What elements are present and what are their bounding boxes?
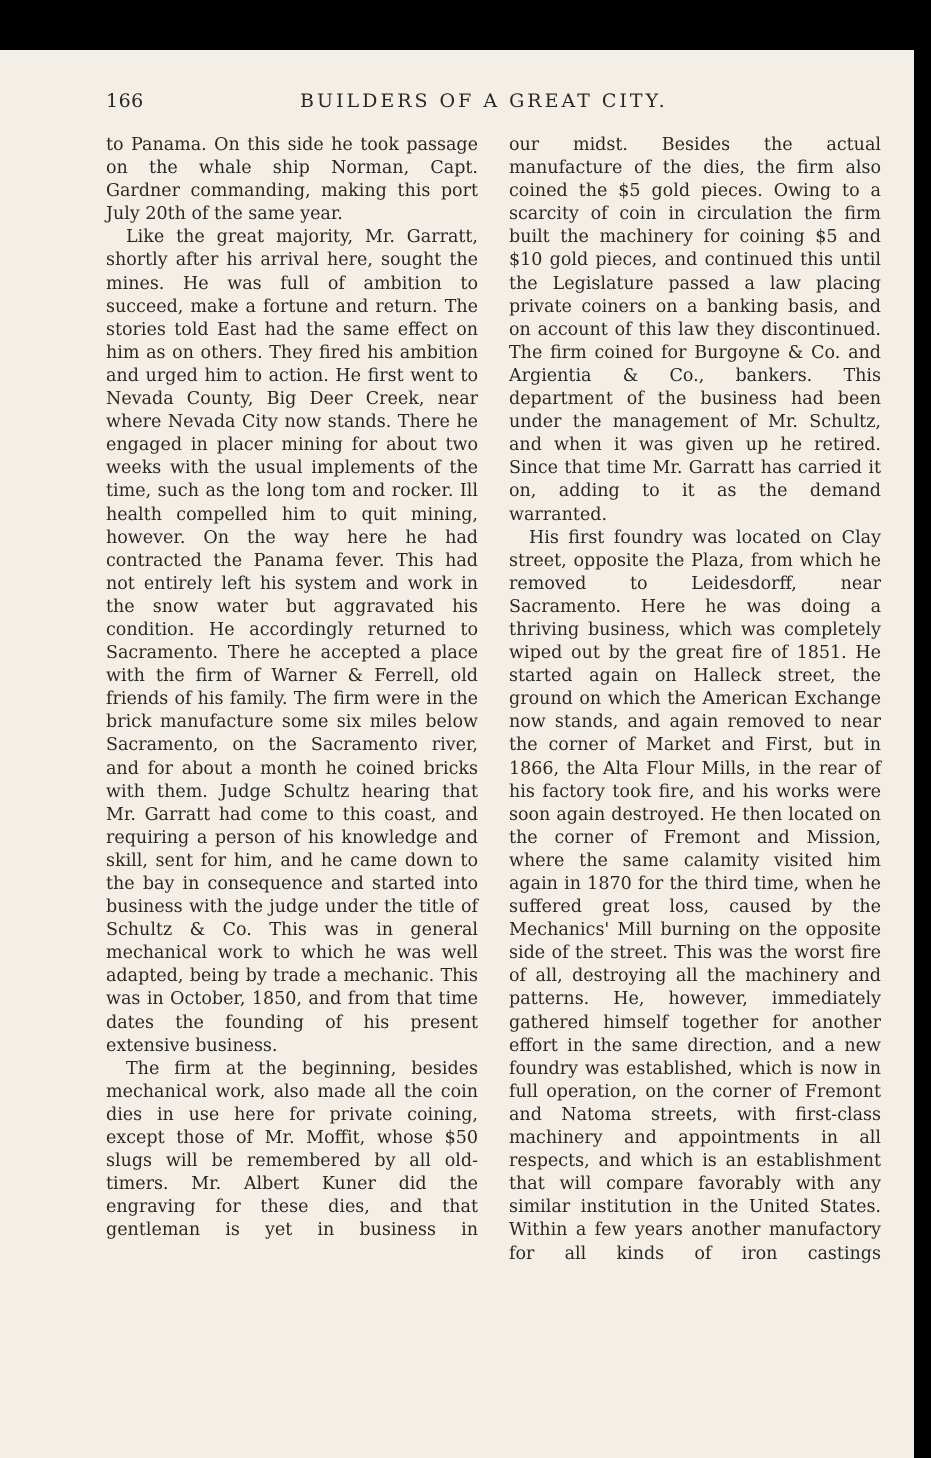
page-header bbox=[100, 90, 885, 122]
paragraph: The firm at the beginning, besides mechanical work, also made all the coin dies in use here for private coining, except those of Mr. Moffit, whose $50 slugs will be remembered by all old-timers. Mr. Albert Kuner did the engraving for these dies, and that gentleman is yet in business in bbox=[106, 1058, 478, 1241]
top-black-border bbox=[0, 0, 931, 50]
running-head: BUILDERS OF A GREAT CITY. bbox=[300, 90, 668, 112]
paragraph: Like the great majority, Mr. Garratt, shortly after his arrival here, sought the mines. He was full of ambition to succeed, make a fortune and return. The stories told East had the same effect on him as on others. They fired his ambition and urged him to action. He first went to Nevada County, Big Deer Creek, near where Nevada City now stands. There he engaged in placer mining for about two weeks with the usual implements of the time, such as the long tom and rocker. Ill health compelled him to quit mining, however. On the way here he had contracted the Panama fever. This had not entirely left his system and work in the snow water but aggravated his condition. He accordingly returned to Sacramento. There he accepted a place with the firm of Warner & Ferrell, old friends of his family. The firm were in the brick manufacture some six miles below Sacramento, on the Sacramento river, and for about a month he coined bricks with them. Judge Schultz hearing that Mr. Garratt had come to this coast, and requiring a person of his knowledge and skill, sent for him, and he came down to the bay in consequence and started into business with the judge under the title of Schultz & Co. This was in general mechanical work to which he was well adapted, being by trade a mechanic. This was in October, 1850, and from that time dates the founding of his present extensive business. bbox=[106, 227, 478, 1056]
right-column bbox=[509, 134, 881, 1266]
paragraph: our midst. Besides the actual manufacture of the dies, the firm also coined the $5 gold pieces. Owing to a scarcity of coin in circulation the firm built the machinery for coining $5 and $10 gold pieces, and continued this until the Legislature passed a law placing private coiners on a banking basis, and on account of this law they discontinued. The firm coined for Burgoyne & Co. and Argientia & Co., bankers. This department of the business had been under the management of Mr. Schultz, and when it was given up he retired. Since that time Mr. Garratt has carried it on, adding to it as the demand warranted. bbox=[509, 135, 881, 525]
paragraph: to Panama. On this side he took passage on the whale ship Norman, Capt. Gardner commanding, making this port July 20th of the same year. bbox=[106, 135, 478, 225]
left-column bbox=[106, 134, 478, 1243]
right-black-border bbox=[914, 0, 931, 1458]
page-number: 166 bbox=[106, 90, 144, 112]
paragraph: His first foundry was located on Clay street, opposite the Plaza, from which he removed to Leidesdorff, near Sacramento. Here he was doing a thriving business, which was completely wiped out by the great fire of 1851. He started again on Halleck street, the ground on which the American Exchange now stands, and again removed to near the corner of Market and First, but in 1866, the Alta Flour Mills, in the rear of his factory took fire, and his works were soon again destroyed. He then located on the corner of Fremont and Mission, where the same calamity visited him again in 1870 for the third time, when he suffered great loss, caused by the Mechanics' Mill burning on the opposite side of the street. This was the worst fire of all, destroying all the machinery and patterns. He, however, immediately gathered himself together for another effort in the same direction, and a new foundry was established, which is now in full operation, on the corner of Fremont and Natoma streets, with first-class machinery and appointments in all respects, and which is an establishment that will compare favorably with any similar institution in the United States. Within a few years another manufactory for all kinds of iron castings bbox=[509, 527, 881, 1264]
